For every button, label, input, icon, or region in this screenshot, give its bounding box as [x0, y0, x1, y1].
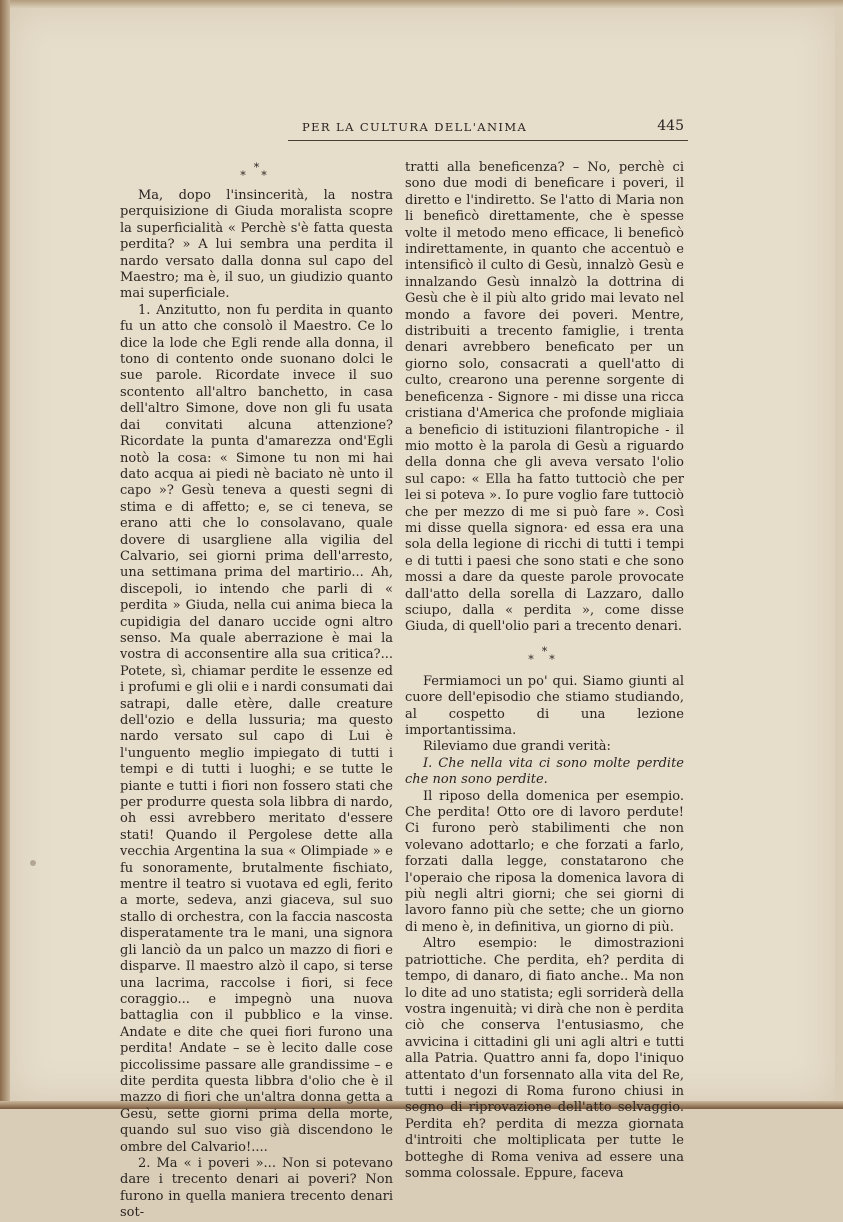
asterism-ornament: * * * [120, 160, 393, 188]
page-stain [30, 860, 36, 866]
paragraph: Altro esempio: le dimostrazioni patriottiche. Che perdita, eh? perdita di tempo, di danaro, di fiato anche.. Ma non lo dite ad uno statista; egli sorriderà della vostra ingenuità; vi dirà che non è perdita ciò che conserva l'entusiasmo, che avvicina i cittadini gli uni agli altri e tutti alla Patria. Quattro anni fa, dopo l'iniquo attentato d'un forsennato alla vita del Re, tutti i negozi di Roma furono chiusi in segno di riprovazione dell'atto selvaggio. Perdita eh? perdita di mezza giornata d'introiti che moltiplicata per tutte le botteghe di Roma veniva ad essere una somma colossale. Eppure, faceva [405, 936, 684, 1182]
paragraph: Rileviamo due grandi verità: [405, 739, 684, 755]
paragraph: 2. Ma « i poveri »... Non si potevano dare i trecento denari ai poveri? Non furono in quella maniera trecento denari sot- [120, 1156, 393, 1222]
paragraph: Fermiamoci un po' qui. Siamo giunti al cuore dell'episodio che stiamo studiando, al cospetto di una lezione importantissima. [405, 674, 684, 740]
asterism-ornament: * * * [405, 644, 684, 672]
page-header [288, 118, 688, 140]
paragraph: Il riposo della domenica per esempio. Che perdita! Otto ore di lavoro perdute! Ci furono però stabilimenti che non volevano adottarlo; e che forzati a farlo, forzati dalla legge, constatarono che l'operaio che riposa la domenica lavora di più negli altri giorni; che sei giorni di lavoro fanno più che sette; che un giorno di meno è, in definitiva, un giorno di più. [405, 789, 684, 937]
paragraph: Ma, dopo l'insincerità, la nostra perquisizione di Giuda moralista scopre la superficialità « Perchè s'è fatta questa perdita? » A lui sembra una perdita il nardo versato dalla donna sul capo del Maestro; ma è, il suo, un giudizio quanto mai superficiale. [120, 188, 393, 303]
running-title: PER LA CULTURA DELL'ANIMA [302, 120, 527, 134]
page-binding-edge [0, 0, 10, 1109]
paragraph: 1. Anzitutto, non fu perdita in quanto fu un atto che consolò il Maestro. Ce lo dice la lode che Egli rende alla donna, il tono di contento onde suonano dolci le sue parole. Ricordate invece il suo scontento all'altro banchetto, in casa dell'altro Simone, dove non gli fu usata dai convitati alcuna attenzione? Ricordate la punta d'amarezza ond'Egli notò la cosa: « Simone tu non mi hai dato acqua ai piedi nè baciato nè unto il capo »? Gesù teneva a questi segni di stima e di affetto; e, se ci teneva, se erano atti che lo consolavano, quale dovere di usargliene alla vigilia del Calvario, sei giorni prima dell'arresto, una settimana prima del martirio... Ah, discepoli, io intendo che parli di « perdita » Giuda, nella cui anima bieca la cupidigia del danaro uccide ogni altro senso. Ma quale aberrazione è mai la vostra di acconsentire alla sua critica?... Potete, sì, chiamar perdite le essenze ed i profumi e gli olii e i nardi consumati dai satrapi, dalle etère, dalle creature dell'ozio e della lussuria; ma questo nardo versato sul capo di Lui è l'unguento meglio impiegato di tutti i tempi e di tutti i luoghi; e se tutte le piante e tutti i fiori non fossero stati che per produrre questa sola libbra di nardo, oh essi avrebbero meritato d'essere stati! Quando il Pergolese dette alla vecchia Argentina la sua « Olimpiade » e fu sonoramente, brutalmente fischiato, mentre il teatro si vuotava ed egli, ferito a morte, sedeva, anzi giaceva, sul suo stallo di orchestra, con la faccia nascosta disperatamente tra le mani, una signora gli lanciò da un palco un mazzo di fiori e disparve. Il maestro alzò il capo, si terse una lacrima, raccolse i fiori, si fece coraggio... e impegnò una nuova battaglia con il pubblico e la vinse. Andate e dite che quei fiori furono una perdita! Andate – se è lecito dalle cose piccolissime passare alle grandissime – e dite perdita questa libbra d'olio che è il mazzo di fiori che un'altra donna getta a Gesù, sette giorni prima della morte, quando sul suo viso già discendono le ombre del Calvario!.... [120, 303, 393, 1156]
paragraph: tratti alla beneficenza? – No, perchè ci sono due modi di beneficare i poveri, il diretto e l'indiretto. Se l'atto di Maria non li beneficò direttamente, che è spesse volte il metodo meno efficace, li beneficò indirettamente, in quanto che accentuò e intensificò il culto di Gesù, innalzò Gesù e innalzando Gesù innalzò la dottrina di Gesù che è il più alto grido mai levato nel mondo a favore dei poveri. Mentre, distribuiti a trecento famiglie, i trenta denari avrebbero beneficato per un giorno solo, consacrati a quell'atto di culto, crearono una perenne sorgente di beneficenza - Signore - mi disse una ricca cristiana d'America che profonde migliaia a beneficio di istituzioni filantropiche - il mio motto è la parola di Gesù a riguardo della donna che gli aveva versato l'olio sul capo: « Ella ha fatto tuttociò che per lei si poteva ». Io pure voglio fare tuttociò che per mezzo di me si può fare ». Così mi disse quella signora· ed essa era una sola della legione di ricchi di tutti i tempi e di tutti i paesi che sono stati e che sono mossi a dare da queste parole provocate dall'atto della sorella di Lazzaro, dallo sciupo, dalla « perdita », come disse Giuda, di quell'olio pari a trecento denari. [405, 160, 684, 636]
page-number: 445 [657, 118, 684, 134]
left-column [120, 160, 393, 1222]
header-rule [288, 140, 688, 141]
paragraph: I. Che nella vita ci sono molte perdite che non sono perdite. [405, 756, 684, 789]
page-top-edge [0, 0, 843, 8]
right-column [405, 160, 684, 1182]
